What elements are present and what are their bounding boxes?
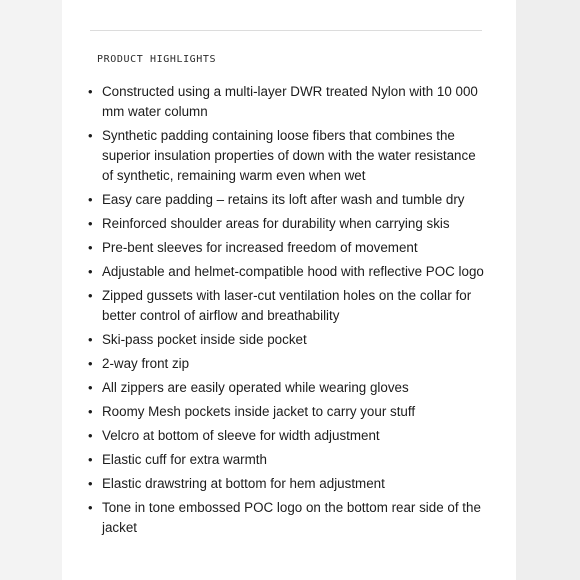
list-item-text: Roomy Mesh pockets inside jacket to carry your stuff	[102, 404, 416, 419]
bullet-icon: •	[88, 192, 93, 207]
list-item-text: All zippers are easily operated while wearing gloves	[102, 380, 409, 395]
list-item-text: Reinforced shoulder areas for durability when carrying skis	[102, 216, 450, 231]
list-item-text: Easy care padding – retains its loft after wash and tumble dry	[102, 192, 465, 207]
section-heading: PRODUCT HIGHLIGHTS	[97, 54, 217, 65]
bullet-icon: •	[88, 380, 93, 395]
list-item	[86, 286, 486, 326]
list-item	[86, 378, 486, 398]
list-item-text: Elastic cuff for extra warmth	[102, 452, 267, 467]
list-item	[86, 426, 486, 446]
highlights-list	[86, 82, 486, 542]
list-item	[86, 214, 486, 234]
list-item-text: Elastic drawstring at bottom for hem adjustment	[102, 476, 385, 491]
list-item-text: Pre-bent sleeves for increased freedom of movement	[102, 240, 418, 255]
list-item	[86, 82, 486, 122]
bullet-icon: •	[88, 332, 93, 347]
bullet-icon: •	[88, 404, 93, 419]
list-item	[86, 330, 486, 350]
list-item-text: Constructed using a multi-layer DWR treated Nylon with 10 000 mm water column	[102, 84, 478, 119]
bullet-icon: •	[88, 476, 93, 491]
list-item-text: Zipped gussets with laser-cut ventilation holes on the collar for better control of airflow and breathability	[102, 288, 472, 323]
bullet-icon: •	[88, 84, 93, 99]
bullet-icon: •	[88, 356, 93, 371]
list-item	[86, 498, 486, 538]
list-item	[86, 238, 486, 258]
bullet-icon: •	[88, 452, 93, 467]
list-item-text: 2-way front zip	[102, 356, 190, 371]
list-item	[86, 474, 486, 494]
list-item-text: Synthetic padding containing loose fibers that combines the superior insulation properties of down with the water resistance of synthetic, remaining warm even when wet	[102, 128, 476, 183]
bullet-icon: •	[88, 500, 93, 515]
list-item	[86, 262, 486, 282]
bullet-icon: •	[88, 264, 93, 279]
bullet-icon: •	[88, 288, 93, 303]
list-item-text: Tone in tone embossed POC logo on the bottom rear side of the jacket	[102, 500, 481, 535]
list-item-text: Ski-pass pocket inside side pocket	[102, 332, 307, 347]
list-item-text: Velcro at bottom of sleeve for width adjustment	[102, 428, 380, 443]
list-item	[86, 126, 486, 186]
left-margin	[0, 0, 62, 580]
list-item-text: Adjustable and helmet-compatible hood with reflective POC logo	[102, 264, 484, 279]
list-item	[86, 450, 486, 470]
right-margin	[516, 0, 580, 580]
list-item	[86, 354, 486, 374]
bullet-icon: •	[88, 128, 93, 143]
list-item	[86, 190, 486, 210]
bullet-icon: •	[88, 240, 93, 255]
section-divider	[90, 30, 482, 31]
bullet-icon: •	[88, 216, 93, 231]
bullet-icon: •	[88, 428, 93, 443]
list-item	[86, 402, 486, 422]
